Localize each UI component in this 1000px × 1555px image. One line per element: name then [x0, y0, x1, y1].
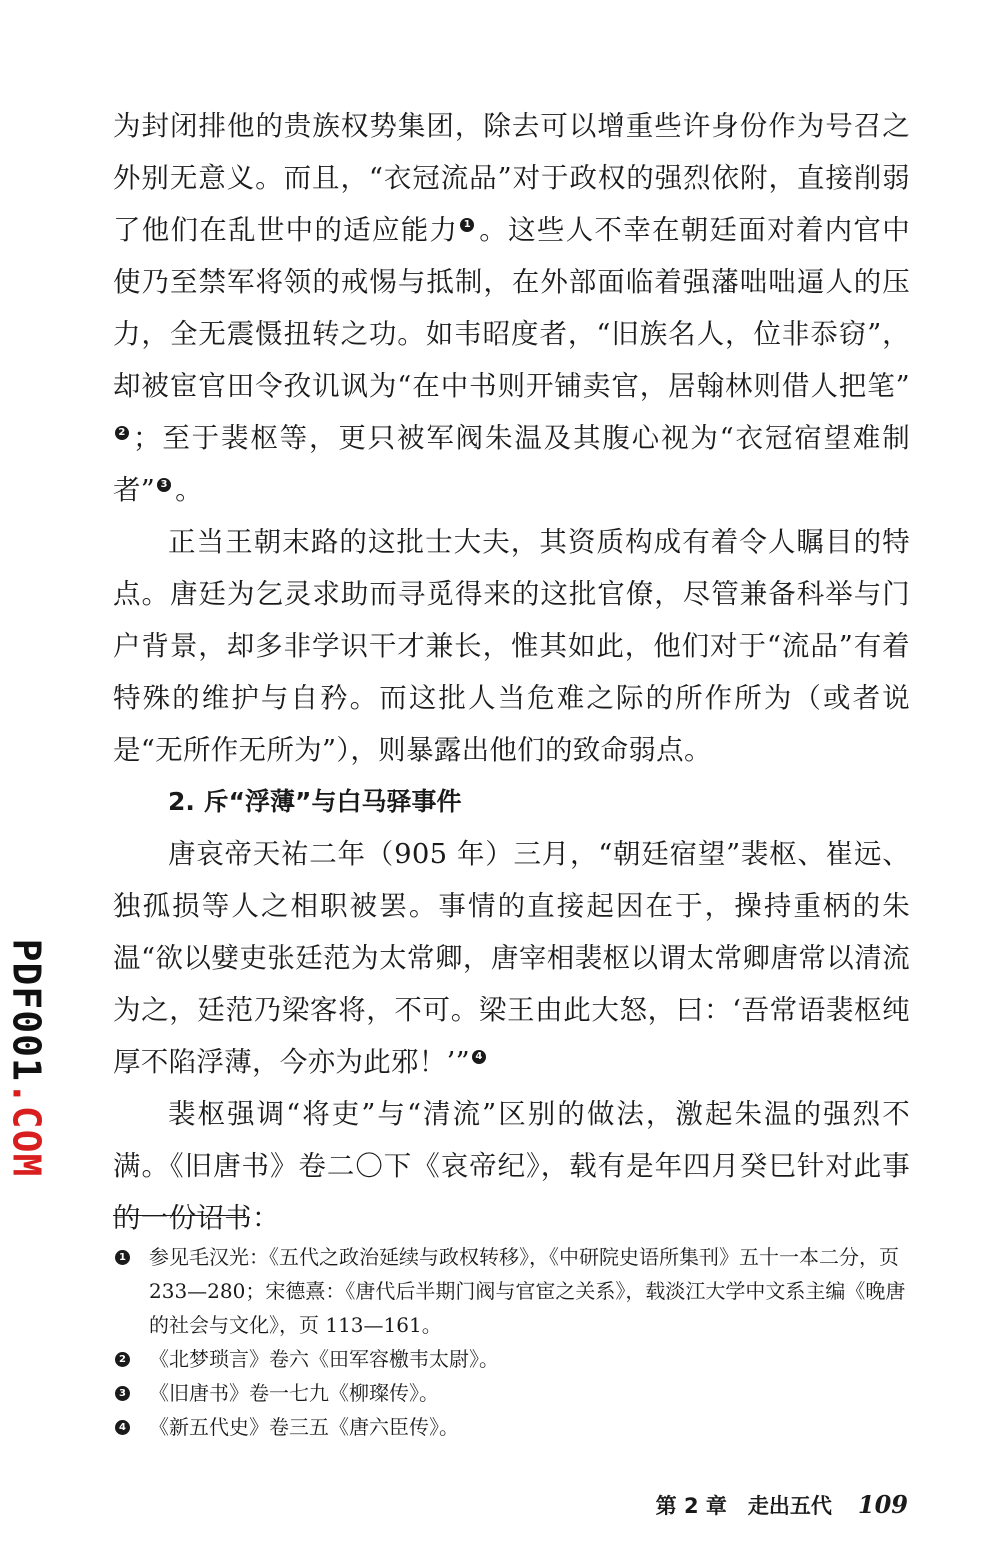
paragraph-2: 正当王朝末路的这批士大夫，其资质构成有着令人瞩目的特点。唐廷为乞灵求助而寻觅得来的这批官僚，尽管兼备科举与门户背景，却多非学识干才兼长，惟其如此，他们对于“流品”有着特殊的维护与自矜。而这批人当危难之际的所作所为（或者说是“无所作无所为”），则暴露出他们的致命弱点。 — [113, 526, 910, 766]
watermark-text — [4, 938, 48, 1177]
footnote-text-4: 《新五代史》卷三五《唐六臣传》。 — [149, 1415, 459, 1439]
footnote-1 — [113, 1240, 910, 1342]
footnotes — [113, 1240, 910, 1444]
footnote-ref-2[interactable]: 2 — [115, 426, 129, 440]
footnote-ref-3[interactable]: 3 — [157, 478, 171, 492]
footnote-2 — [113, 1342, 910, 1376]
paragraph-3 — [113, 828, 910, 1088]
paragraph-1-part-a: 为封闭排他的贵族权势集团，除去可以增重些许身份作为号召之外别无意义。而且，“衣冠流品”对于政权的强烈依附，直接削弱了他们在乱世中的适应能力 — [113, 110, 910, 246]
running-footer — [656, 1490, 908, 1520]
footnote-text-3: 《旧唐书》卷一七九《柳璨传》。 — [149, 1381, 439, 1405]
footnote-4 — [113, 1410, 910, 1444]
page-number: 109 — [857, 1490, 908, 1519]
paragraph-1-part-c: ；至于裴枢等，更只被军阀朱温及其腹心视为“衣冠宿望难制者” — [113, 422, 910, 506]
watermark-part-1: PDF001 — [4, 938, 49, 1082]
footnote-3 — [113, 1376, 910, 1410]
paragraph-1-part-b: 。这些人不幸在朝廷面对着内官中使乃至禁军将领的戒惕与抵制，在外部面临着强藩咄咄逼人的压力，全无震慑扭转之功。如韦昭度者，“旧族名人，位非忝窃”，却被宦官田令孜讥讽为“在中书则开铺卖官，居翰林则借人把笔” — [113, 214, 910, 402]
watermark-part-2: .COM — [4, 1081, 49, 1177]
footnote-number-1: 1 — [115, 1250, 130, 1265]
paragraph-4: 裴枢强调“将吏”与“清流”区别的做法，激起朱温的强烈不满。《旧唐书》卷二〇下《哀帝纪》，载有是年四月癸巳针对此事的一份诏书： — [113, 1098, 910, 1234]
footnote-number-4: 4 — [115, 1420, 130, 1435]
chapter-title: 第 2 章 走出五代 — [655, 1494, 832, 1518]
footnote-ref-4[interactable]: 4 — [472, 1050, 486, 1064]
footnote-text-1: 参见毛汉光：《五代之政治延续与政权转移》，《中研院史语所集刊》五十一本二分，页 233—280；宋德熹：《唐代后半期门阀与官宦之关系》，载淡江大学中文系主编《晚唐的社会与文化》，页 113—161。 — [149, 1245, 906, 1337]
footnote-divider — [113, 1215, 246, 1216]
main-text — [113, 100, 910, 1244]
footnote-ref-1[interactable]: 1 — [460, 218, 474, 232]
paragraph-1 — [113, 100, 910, 516]
footnote-text-2: 《北梦琐言》卷六《田军容檄韦太尉》。 — [149, 1347, 499, 1371]
watermark — [4, 935, 48, 1180]
section-heading: 2. 斥“浮薄”与白马驿事件 — [168, 787, 462, 816]
footnote-number-2: 2 — [115, 1352, 130, 1367]
paragraph-3-text: 唐哀帝天祐二年（905 年）三月，“朝廷宿望”裴枢、崔远、独孤损等人之相职被罢。事情的直接起因在于，操持重柄的朱温“欲以嬖吏张廷范为太常卿，唐宰相裴枢以谓太常卿唐常以清流为之，廷范乃梁客将，不可。梁王由此大怒，曰：‘吾常语裴枢纯厚不陷浮薄，今亦为此邪！’” — [113, 838, 910, 1078]
paragraph-1-part-d: 。 — [175, 474, 203, 506]
footnote-number-3: 3 — [115, 1386, 130, 1401]
